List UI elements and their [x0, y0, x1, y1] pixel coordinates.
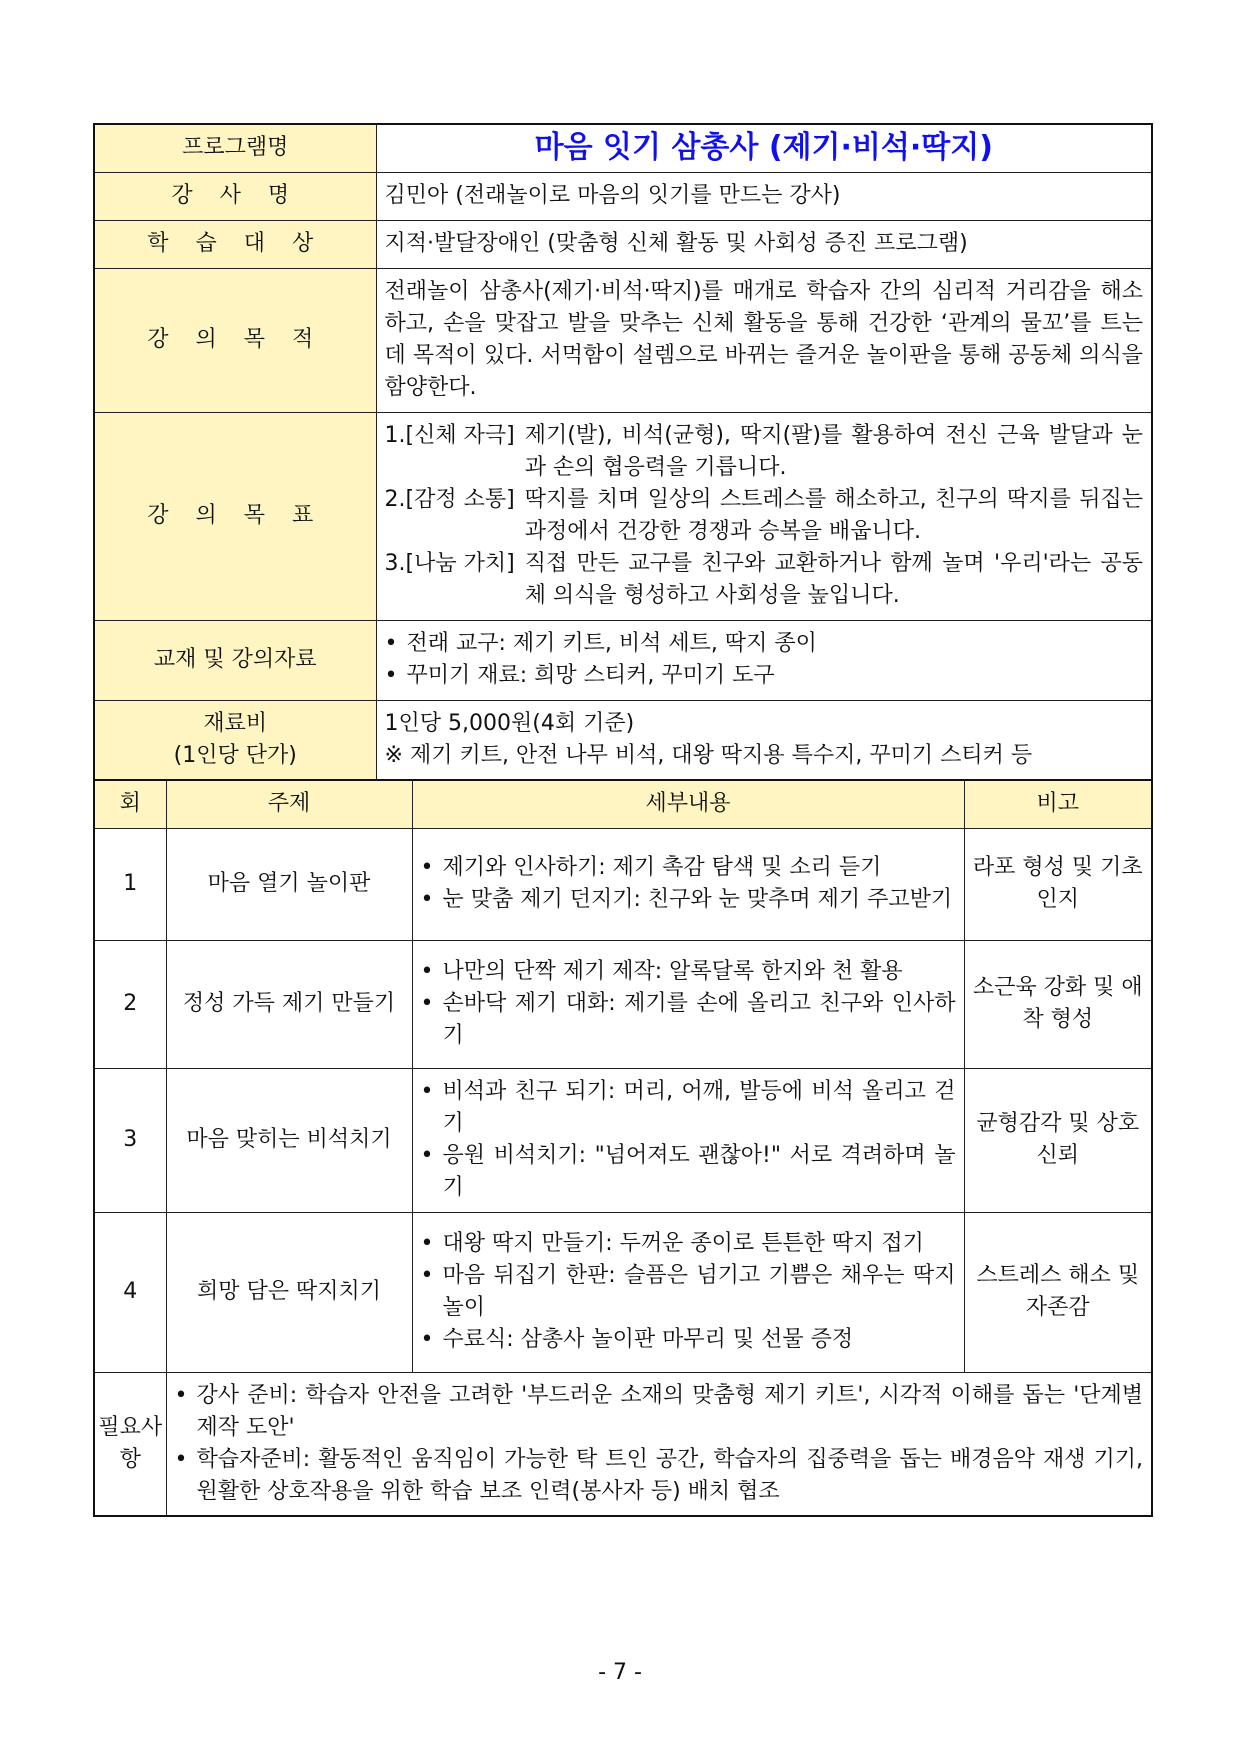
- cost-note: ※ 제기 키트, 안전 나무 비석, 대왕 딱지용 특수지, 꾸미기 스티커 등: [384, 742, 1033, 768]
- bullet-icon: •: [420, 1263, 434, 1288]
- goal-text: 직접 만든 교구를 친구와 교환하거나 함께 놀며 '우리'라는 공동체 의식을 형성하고 사회성을 높입니다.: [524, 551, 1144, 608]
- bullet-icon: •: [174, 1446, 188, 1472]
- bullet-icon: •: [420, 1143, 434, 1168]
- header-topic: 주제: [166, 780, 412, 828]
- goal-number: 3.[나눔 가치]: [384, 551, 515, 576]
- round-topic: 마음 열기 놀이판: [166, 828, 412, 940]
- target-label: 학 습 대 상: [94, 220, 376, 268]
- bullet-icon: •: [420, 1327, 434, 1352]
- table-row: [94, 1068, 1152, 1212]
- goal-text: 제기(발), 비석(균형), 딱지(팔)를 활용하여 전신 근육 발달과 눈과 손의 협응력을 기릅니다.: [524, 423, 1144, 480]
- bullet-icon: •: [174, 1382, 188, 1408]
- round-number: 2: [94, 940, 166, 1068]
- round-note: 소근육 강화 및 애착 형성: [964, 940, 1152, 1068]
- cost-label: 재료비 (1인당 단가): [94, 700, 376, 780]
- round-note: 스트레스 해소 및 자존감: [964, 1212, 1152, 1372]
- goal-text: 딱지를 치며 일상의 스트레스를 해소하고, 친구의 딱지를 뒤집는 과정에서 건강한 경쟁과 승복을 배웁니다.: [524, 487, 1144, 544]
- table-row: [94, 940, 1152, 1068]
- round-details: • 비석과 친구 되기: 머리, 어깨, 발등에 비석 올리고 걷기 • 응원 비석치기: "넘어져도 괜찮아!" 서로 격려하며 놀기: [412, 1068, 964, 1212]
- goal-item: [385, 548, 1144, 612]
- target-value: 지적·발달장애인 (맞춤형 신체 활동 및 사회성 증진 프로그램): [376, 220, 1152, 268]
- purpose-label: 강 의 목 적: [94, 268, 376, 412]
- goals-list: [376, 412, 1152, 620]
- header-round: 회: [94, 780, 166, 828]
- bullet-icon: •: [420, 1231, 434, 1256]
- cost-main: 1인당 5,000원(4회 기준): [384, 710, 635, 736]
- program-title: 마음 잇기 삼총사 (제기·비석·딱지): [376, 124, 1152, 172]
- materials-label: 교재 및 강의자료: [94, 620, 376, 700]
- round-topic: 희망 담은 딱지치기: [166, 1212, 412, 1372]
- bullet-icon: •: [420, 887, 434, 912]
- round-details: • 대왕 딱지 만들기: 두꺼운 종이로 튼튼한 딱지 접기 • 마음 뒤집기 한판: 슬픔은 넘기고 기쁨은 채우는 딱지 놀이 • 수료식: 삼총사 놀이판 마무리 및 선물 증정: [412, 1212, 964, 1372]
- bullet-icon: •: [420, 991, 434, 1016]
- round-details: • 나만의 단짝 제기 제작: 알록달록 한지와 천 활용 • 손바닥 제기 대화: 제기를 손에 올리고 친구와 인사하기: [412, 940, 964, 1068]
- goal-item: [385, 484, 1144, 548]
- bullet-icon: •: [384, 631, 398, 656]
- purpose-text: 전래놀이 삼총사(제기·비석·딱지)를 매개로 학습자 간의 심리적 거리감을 해소하고, 손을 맞잡고 발을 맞추는 신체 활동을 통해 건강한 ‘관계의 물꼬’를 트는 데 목적이 있다. 서먹함이 설렘으로 바뀌는 즐거운 놀이판을 통해 공동체 의식을 함양한다.: [376, 268, 1152, 412]
- bullet-icon: •: [420, 1079, 434, 1104]
- goal-number: 2.[감정 소통]: [384, 487, 515, 512]
- instructor-value: 김민아 (전래놀이로 마음의 잇기를 만드는 강사): [376, 172, 1152, 220]
- round-topic: 마음 맞히는 비석치기: [166, 1068, 412, 1212]
- materials-list: [376, 620, 1152, 700]
- page-number: - 7 -: [598, 1660, 642, 1685]
- table-row: [94, 1212, 1152, 1372]
- header-note: 비고: [964, 780, 1152, 828]
- bullet-icon: •: [420, 959, 434, 984]
- round-number: 1: [94, 828, 166, 940]
- program-table: [93, 123, 1153, 1517]
- goal-number: 1.[신체 자극]: [384, 423, 515, 448]
- requirements-label: 필요사항: [94, 1372, 166, 1516]
- cost-value: [376, 700, 1152, 780]
- program-name-label: 프로그램명: [94, 124, 376, 172]
- round-note: 라포 형성 및 기초 인지: [964, 828, 1152, 940]
- header-details: 세부내용: [412, 780, 964, 828]
- requirements-list: [166, 1372, 1152, 1516]
- goal-item: [385, 420, 1144, 484]
- round-number: 3: [94, 1068, 166, 1212]
- goals-label: 강 의 목 표: [94, 412, 376, 620]
- round-topic: 정성 가득 제기 만들기: [166, 940, 412, 1068]
- round-note: 균형감각 및 상호 신뢰: [964, 1068, 1152, 1212]
- bullet-icon: •: [420, 855, 434, 880]
- instructor-label: 강 사 명: [94, 172, 376, 220]
- materials-item: • 전래 교구: 제기 키트, 비석 세트, 딱지 종이: [385, 628, 1144, 660]
- round-number: 4: [94, 1212, 166, 1372]
- bullet-icon: •: [384, 663, 398, 688]
- table-row: [94, 828, 1152, 940]
- requirement-item: • 강사 준비: 학습자 안전을 고려한 '부드러운 소재의 맞춤형 제기 키트', 시각적 이해를 돕는 '단계별 제작 도안': [175, 1380, 1144, 1444]
- materials-item: • 꾸미기 재료: 희망 스티커, 꾸미기 도구: [385, 660, 1144, 692]
- round-details: • 제기와 인사하기: 제기 촉감 탐색 및 소리 듣기 • 눈 맞춤 제기 던지기: 친구와 눈 맞추며 제기 주고받기: [412, 828, 964, 940]
- requirement-item: • 학습자준비: 활동적인 움직임이 가능한 탁 트인 공간, 학습자의 집중력을 돕는 배경음악 재생 기기, 원활한 상호작용을 위한 학습 보조 인력(봉사자 등) 배치 협조: [175, 1444, 1144, 1508]
